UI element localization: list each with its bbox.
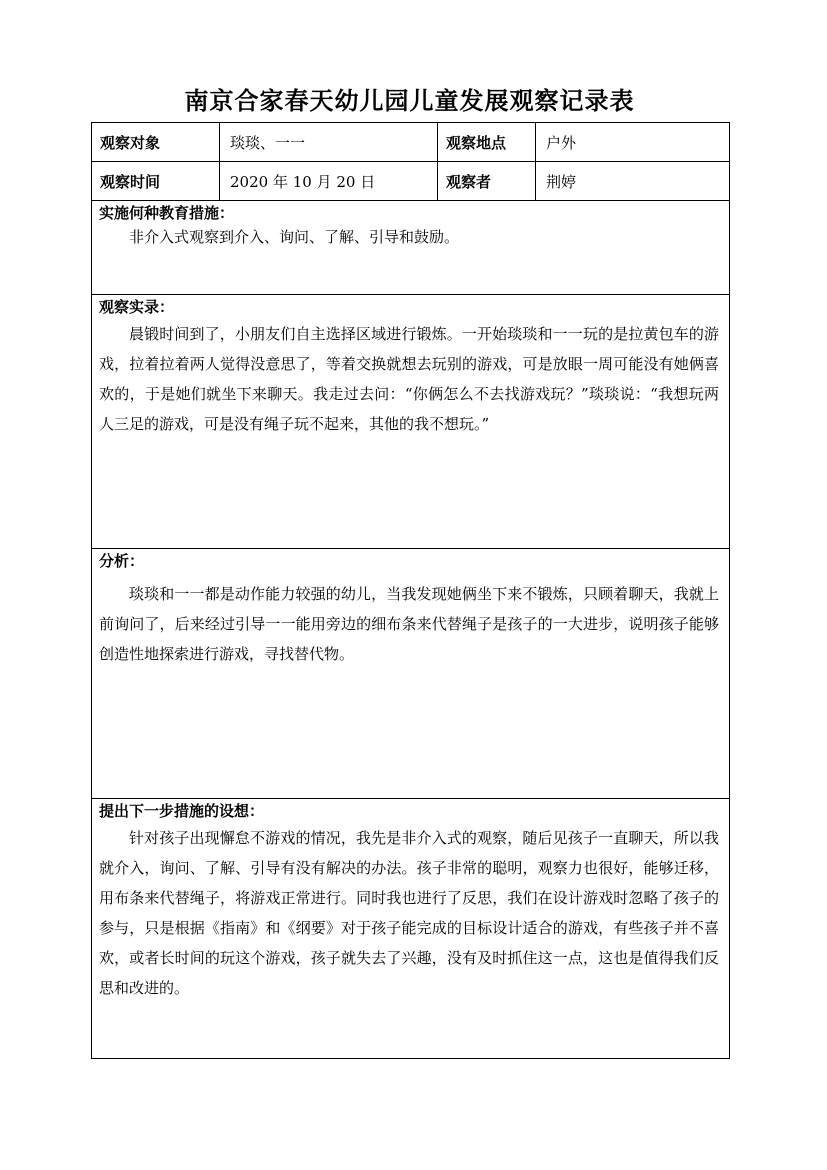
measures-heading: 实施何种教育措施： xyxy=(99,204,235,222)
observer-value: 荆婷 xyxy=(536,162,730,201)
subject-label: 观察对象 xyxy=(92,123,220,162)
place-value: 户外 xyxy=(536,123,730,162)
observation-form xyxy=(91,122,730,1059)
observer-label: 观察者 xyxy=(438,162,536,201)
record-row xyxy=(92,295,730,549)
time-value: 2020 年 10 月 20 日 xyxy=(220,162,438,201)
next-steps-heading: 提出下一步措施的设想： xyxy=(99,802,265,820)
analysis-text: 琰琰和一一都是动作能力较强的幼儿，当我发现她俩坐下来不锻炼，只顾着聊天，我就上前询问了，后来经过引导一一能用旁边的细布条来代替绳子是孩子的一大进步，说明孩子能够创造性地探索进行游戏，寻找替代物。 xyxy=(99,585,719,663)
record-text: 晨锻时间到了，小朋友们自主选择区域进行锻炼。一开始琰琰和一一玩的是拉黄包车的游戏，拉着拉着两人觉得没意思了，等着交换就想去玩别的游戏，可是放眼一周可能没有她俩喜欢的，于是她们就坐下来聊天。我走过去问：“你俩怎么不去找游戏玩？”琰琰说：“我想玩两人三足的游戏，可是没有绳子玩不起来，其他的我不想玩。” xyxy=(99,325,719,433)
time-label: 观察时间 xyxy=(92,162,220,201)
record-heading: 观察实录： xyxy=(99,298,175,316)
analysis-row xyxy=(92,549,730,799)
next-steps-text: 针对孩子出现懈怠不游戏的情况，我先是非介入式的观察，随后见孩子一直聊天，所以我就介入，询问、了解、引导有没有解决的办法。孩子非常的聪明，观察力也很好，能够迁移，用布条来代替绳子，将游戏正常进行。同时我也进行了反思，我们在设计游戏时忽略了孩子的参与，只是根据《指南》和《纲要》对于孩子能完成的目标设计适合的游戏，有些孩子并不喜欢，或者长时间的玩这个游戏，孩子就失去了兴趣，没有及时抓住这一点，这也是值得我们反思和改进的。 xyxy=(99,829,719,997)
measures-row xyxy=(92,201,730,295)
info-row-2 xyxy=(92,162,730,201)
info-row-1 xyxy=(92,123,730,162)
next-steps-section xyxy=(92,799,730,1059)
measures-text: 非介入式观察到介入、询问、了解、引导和鼓励。 xyxy=(129,228,460,246)
measures-section xyxy=(92,201,730,295)
analysis-heading: 分析： xyxy=(99,552,145,570)
subject-value: 琰琰、一一 xyxy=(220,123,438,162)
next-steps-row xyxy=(92,799,730,1059)
analysis-section xyxy=(92,549,730,799)
place-label: 观察地点 xyxy=(438,123,536,162)
record-section xyxy=(92,295,730,549)
page-title: 南京合家春天幼儿园儿童发展观察记录表 xyxy=(184,86,635,115)
